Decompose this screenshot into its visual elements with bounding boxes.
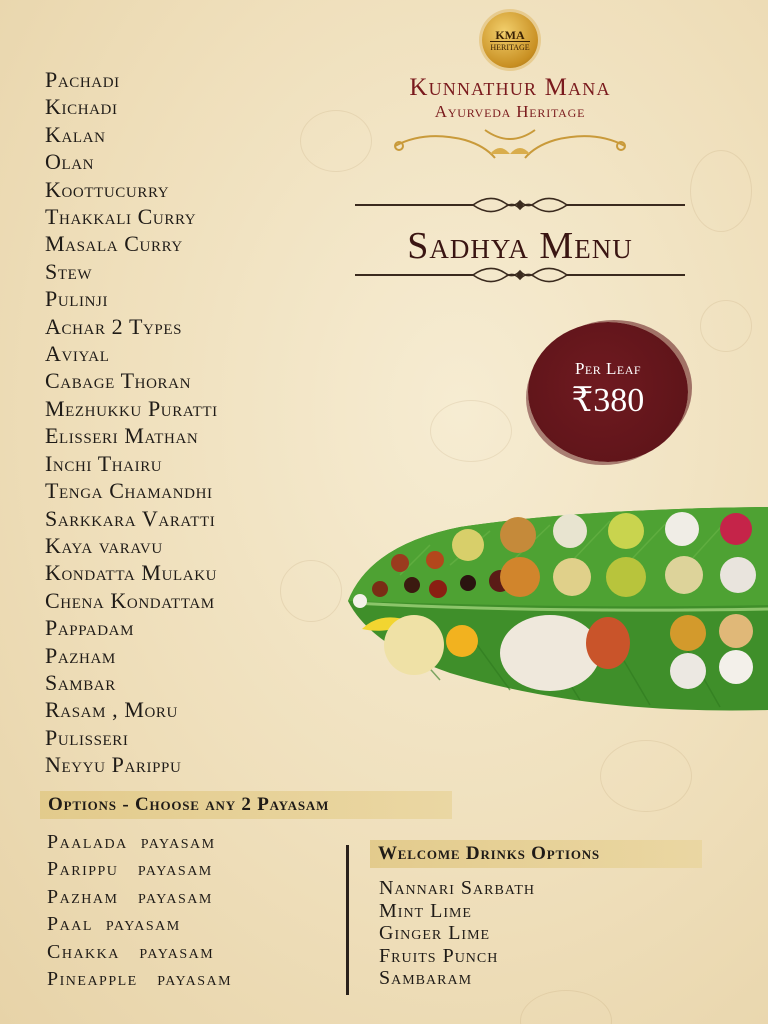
list-item: Pappadam: [45, 615, 135, 641]
list-item: Elisseri Mathan: [45, 423, 199, 449]
list-item: Kondatta Mulaku: [45, 560, 218, 586]
brand-name: Kunnathur Mana: [409, 74, 611, 101]
logo-badge-caption: HERITAGE: [490, 42, 530, 52]
background-doodle: [690, 150, 752, 232]
list-item: Cabage Thoran: [45, 368, 192, 394]
main-dishes-list: [45, 66, 218, 779]
list-item: Nannari Sarbath: [379, 877, 536, 899]
logo-badge-initials: KMA: [495, 27, 525, 42]
welcome-drinks-list: [379, 877, 535, 990]
list-item: Ginger Lime: [379, 922, 491, 945]
list-item: Mezhukku Puratti: [45, 395, 218, 421]
list-item: Sambaram: [379, 967, 473, 990]
banana-leaf-meal-image: [340, 505, 768, 715]
payasam-options-list: [47, 829, 232, 993]
list-item: Mint Lime: [379, 899, 472, 922]
list-item: Kichadi: [45, 94, 118, 120]
list-item: Paal payasam: [47, 913, 181, 936]
list-item: Parippu payasam: [47, 858, 213, 881]
brand-logo: [350, 12, 670, 164]
column-divider: [346, 845, 349, 995]
logo-flourish-icon: [385, 124, 635, 164]
list-item: Achar 2 Types: [45, 313, 183, 339]
list-item: Pulisseri: [45, 724, 129, 750]
list-item: Koottucurry: [45, 176, 170, 202]
background-doodle: [600, 740, 692, 812]
payasam-options-heading: Options - Choose any 2 Payasam: [40, 791, 452, 819]
list-item: Paalada payasam: [47, 831, 216, 853]
list-item: Pazham: [45, 642, 116, 668]
list-item: Olan: [45, 149, 95, 175]
list-item: Sarkkara Varatti: [45, 505, 216, 531]
list-item: Thakkali Curry: [45, 204, 197, 230]
background-doodle: [280, 560, 342, 622]
list-item: Neyyu Parippu: [45, 752, 182, 778]
list-item: Tenga Chamandhi: [45, 478, 213, 504]
list-item: Stew: [45, 258, 93, 284]
background-doodle: [700, 300, 752, 352]
top-divider-ornament: [355, 190, 685, 220]
list-item: Pulinji: [45, 286, 109, 312]
list-item: Inchi Thairu: [45, 450, 163, 476]
logo-badge: [482, 12, 538, 68]
list-item: Chena Kondattam: [45, 587, 215, 613]
menu-title: Sadhya Menu: [407, 225, 633, 267]
list-item: Pachadi: [45, 67, 120, 92]
list-item: Rasam , Moru: [45, 697, 178, 723]
list-item: Kaya varavu: [45, 532, 163, 558]
brand-tagline: Ayurveda Heritage: [434, 102, 586, 121]
price-label: Per Leaf: [574, 359, 642, 378]
list-item: Pineapple payasam: [47, 968, 233, 991]
background-doodle: [520, 990, 612, 1024]
price-badge: [528, 322, 688, 462]
list-item: Chakka payasam: [47, 940, 215, 963]
list-item: Aviyal: [45, 341, 110, 367]
bottom-divider-ornament: [355, 262, 685, 292]
list-item: Sambar: [45, 669, 116, 695]
list-item: Kalan: [45, 121, 106, 147]
list-item: Masala Curry: [45, 231, 183, 257]
welcome-drinks-heading: Welcome Drinks Options: [370, 840, 702, 868]
list-item: Fruits Punch: [379, 944, 499, 967]
list-item: Pazham payasam: [47, 885, 213, 908]
background-doodle: [430, 400, 512, 462]
price-value: ₹380: [571, 382, 645, 419]
